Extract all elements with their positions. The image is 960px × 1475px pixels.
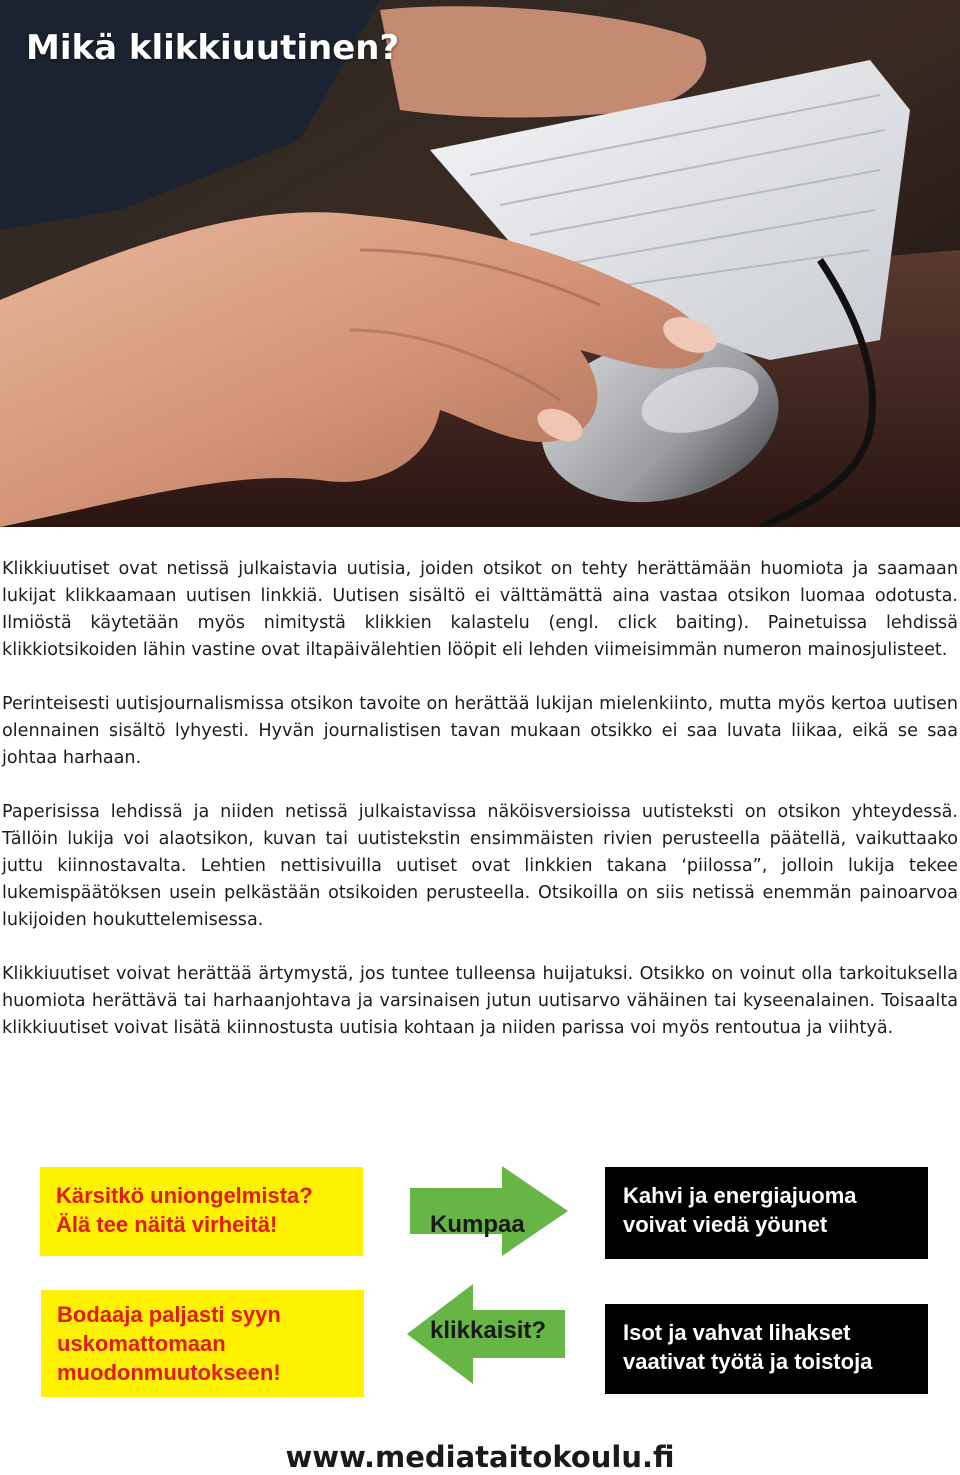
paragraph: Klikkiuutiset ovat netissä julkaistavia uutisia, joiden otsikot on tehty herättämään huomiota ja saamaan lukijat klikkaamaan uutisen linkkiä. Uutisen sisältö ei välttämättä aina vastaa otsikon luomaa odotusta. Ilmiöstä käytetään myös nimitystä klikkien kalastelu (engl. click baiting). Painetuissa lehdissä klikkiotsikoiden lähin vastine ovat iltapäivälehtien lööpit eli lehden viimeisimmän numeron mainosjulisteet.	[2, 559, 958, 660]
headline-line: vaativat työtä ja toistoja	[623, 1349, 873, 1374]
hand-on-mouse-image	[0, 0, 960, 527]
headline-line: uskomattomaan	[57, 1331, 226, 1356]
clickbait-headline-box	[41, 1290, 364, 1397]
headline-line: Älä tee näitä virheitä!	[56, 1212, 278, 1237]
paragraph: Klikkiuutiset voivat herättää ärtymystä, jos tuntee tulleensa huijatuksi. Otsikko on voinut olla tarkoituksella huomiota herättävä tai harhaanjohtava ja varsinaisen jutun uutisarvo vähäinen tai kyseenalainen. Toisaalta klikkiuutiset voivat lisätä kiinnostusta uutisia kohtaan ja niiden parissa voi myös rentoutua ja viihtyä.	[2, 964, 958, 1038]
headline-line: Bodaaja paljasti syyn	[57, 1302, 281, 1327]
headline-line: Isot ja vahvat lihakset	[623, 1320, 851, 1345]
page-title: Mikä klikkiuutinen?	[26, 28, 400, 68]
headline-line: voivat viedä yöunet	[623, 1212, 828, 1237]
clickbait-headline-box	[40, 1167, 363, 1256]
article-body	[2, 556, 958, 1069]
headline-line: muodonmuutokseen!	[57, 1360, 281, 1385]
arrow-label-klikkaisit: klikkaisit?	[430, 1317, 547, 1344]
plain-headline-box	[605, 1304, 928, 1394]
arrow-label-kumpaa: Kumpaa	[430, 1211, 525, 1238]
website-url: www.mediataitokoulu.fi	[285, 1440, 675, 1474]
paragraph: Perinteisesti uutisjournalismissa otsikon tavoite on herättää lukijan mielenkiinto, mutta myös kertoa uutisen olennainen sisältö lyhyesti. Hyvän journalistisen tavan mukaan otsikko ei saa luvata liikaa, eikä se saa johtaa harhaan.	[2, 694, 958, 768]
headline-line: Kahvi ja energiajuoma	[623, 1183, 857, 1208]
headline-line: Kärsitkö uniongelmista?	[56, 1183, 313, 1208]
paragraph: Paperisissa lehdissä ja niiden netissä julkaistavissa näköisversioissa uutisteksti on otsikon yhteydessä. Tällöin lukija voi alaotsikon, kuvan tai uutistekstin ensimmäisten rivien perusteella päätellä, vaikuttaako juttu kiinnostavalta. Lehtien nettisivuilla uutiset ovat linkkien takana ʻpiilossa”, jolloin lukija tekee lukemispäätöksen usein pelkästään otsikoiden perusteella. Otsikoilla on siis netissä enemmän painoarvoa lukijoiden houkuttelemisessa.	[2, 802, 958, 930]
hero-photo	[0, 0, 960, 527]
plain-headline-box	[605, 1167, 928, 1259]
